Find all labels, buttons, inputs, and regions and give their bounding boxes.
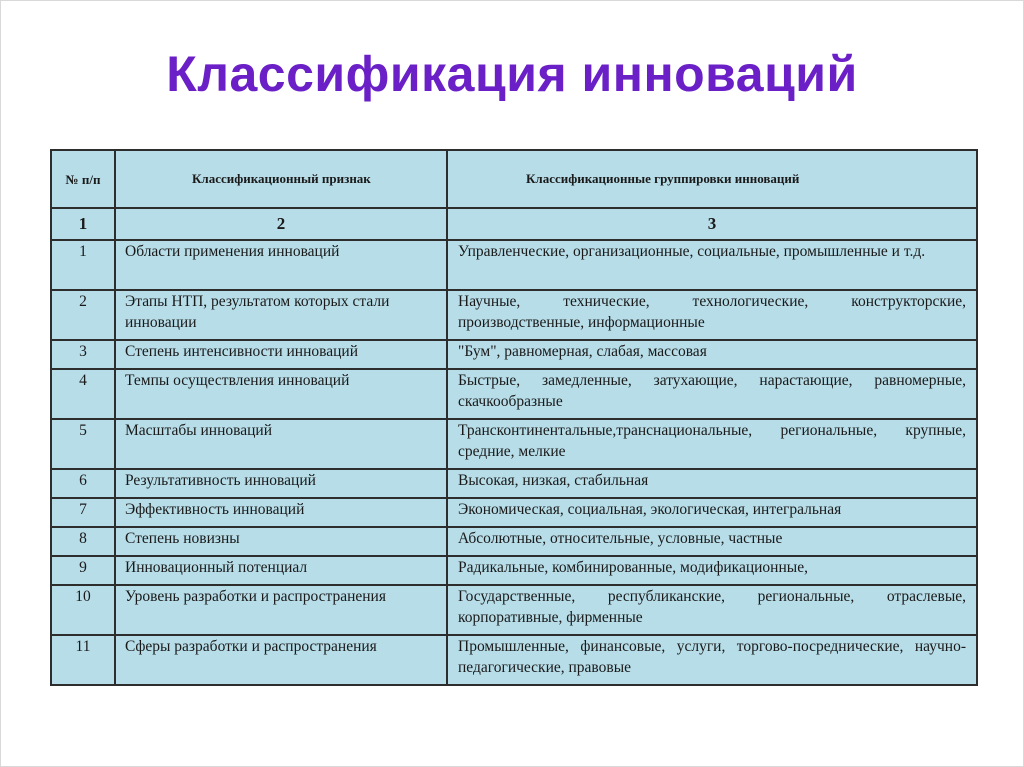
row-number: 11	[51, 635, 115, 685]
row-number: 7	[51, 498, 115, 527]
table-row	[51, 290, 977, 340]
row-number: 4	[51, 369, 115, 419]
row-groups: Радикальные, комбинированные, модификационные,	[447, 556, 977, 585]
row-feature: Области применения инноваций	[115, 240, 447, 290]
row-feature: Масштабы инноваций	[115, 419, 447, 469]
table-row	[51, 498, 977, 527]
row-groups: Быстрые, замедленные, затухающие, нарастающие, равномерные, скачкообразные	[447, 369, 977, 419]
row-groups: Научные, технические, технологические, конструкторские, производственные, информационные	[447, 290, 977, 340]
table-row	[51, 635, 977, 685]
column-number: 2	[115, 208, 447, 240]
table-row	[51, 585, 977, 635]
table-row	[51, 469, 977, 498]
row-feature: Степень новизны	[115, 527, 447, 556]
row-number: 1	[51, 240, 115, 290]
row-groups: Высокая, низкая, стабильная	[447, 469, 977, 498]
classification-table	[50, 149, 978, 686]
column-number: 3	[447, 208, 977, 240]
row-groups: Трансконтинентальные,транснациональные, региональные, крупные, средние, мелкие	[447, 419, 977, 469]
header-number: № п/п	[51, 150, 115, 208]
table-row	[51, 419, 977, 469]
row-groups: Экономическая, социальная, экологическая, интегральная	[447, 498, 977, 527]
table-row	[51, 240, 977, 290]
row-number: 2	[51, 290, 115, 340]
column-number: 1	[51, 208, 115, 240]
row-feature: Сферы разработки и распространения	[115, 635, 447, 685]
row-number: 8	[51, 527, 115, 556]
row-feature: Результативность инноваций	[115, 469, 447, 498]
row-feature: Уровень разработки и распространения	[115, 585, 447, 635]
row-groups: Абсолютные, относительные, условные, частные	[447, 527, 977, 556]
row-number: 3	[51, 340, 115, 369]
page-title: Классификация инноваций	[166, 46, 858, 102]
table-row	[51, 340, 977, 369]
row-number: 10	[51, 585, 115, 635]
table-row	[51, 369, 977, 419]
header-groups: Классификационные группировки инноваций	[447, 150, 977, 208]
row-groups: Управленческие, организационные, социальные, промышленные и т.д.	[447, 240, 977, 290]
table-row	[51, 527, 977, 556]
row-groups: Промышленные, финансовые, услуги, торгово-посреднические, научно-педагогические, правовые	[447, 635, 977, 685]
row-feature: Эффективность инноваций	[115, 498, 447, 527]
row-number: 5	[51, 419, 115, 469]
table-header-row	[51, 150, 977, 208]
row-number: 9	[51, 556, 115, 585]
header-feature: Классификационный признак	[115, 150, 447, 208]
row-feature: Степень интенсивности инноваций	[115, 340, 447, 369]
row-number: 6	[51, 469, 115, 498]
column-number-row	[51, 208, 977, 240]
row-feature: Этапы НТП, результатом которых стали инновации	[115, 290, 447, 340]
row-groups: Государственные, республиканские, региональные, отраслевые, корпоративные, фирменные	[447, 585, 977, 635]
row-groups: "Бум", равномерная, слабая, массовая	[447, 340, 977, 369]
table-row	[51, 556, 977, 585]
row-feature: Инновационный потенциал	[115, 556, 447, 585]
row-feature: Темпы осуществления инноваций	[115, 369, 447, 419]
